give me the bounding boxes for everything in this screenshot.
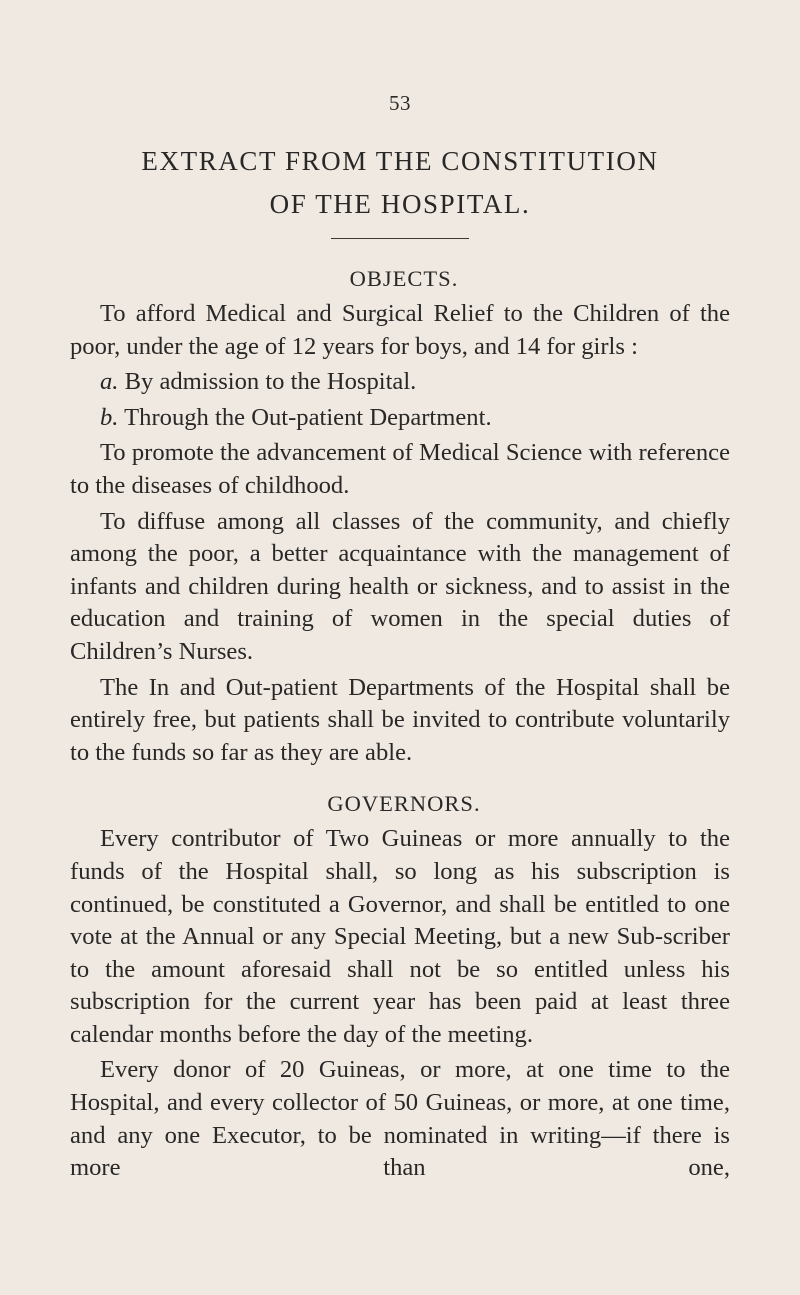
document-body: [70, 262, 730, 1185]
objects-promote-paragraph: To promote the advancement of Medical Science with reference to the diseases of childhood.: [70, 439, 730, 499]
objects-item-b: [70, 402, 730, 435]
objects-diffuse-paragraph: To diffuse among all classes of the community, and chiefly among the poor, a better acquaintance with the management of infants and children during health or sickness, and to assist in the education and training of women in the special duties of Children’s Nurses.: [70, 507, 730, 665]
divider-rule: [331, 238, 469, 239]
governors-heading: GOVERNORS.: [327, 791, 481, 817]
governors-contributor-paragraph: Every contributor of Two Guineas or more annually to the funds of the Hospital shall, so long as his subscription is continued, be constituted a Governor, and shall be entitled to one vote at the Annual or any Special Meeting, but a new Sub-scriber to the amount aforesaid shall not be so entitled unless his subscription for the current year has been paid at least three calendar months before the day of the meeting.: [70, 825, 730, 1048]
objects-item-a: [70, 366, 730, 399]
page-title: [60, 140, 740, 226]
page-number: 53: [389, 91, 411, 115]
title-line-2: OF THE HOSPITAL.: [269, 189, 531, 219]
title-line-1: EXTRACT FROM THE CONSTITUTION: [141, 146, 659, 176]
governors-donor-paragraph: Every donor of 20 Guineas, or more, at one time to the Hospital, and every collector of 50 Guineas, or more, at one time, and any one Executor, to be nominated in writing—if there is more than one,: [70, 1056, 730, 1182]
item-text: Through the Out-patient Department.: [118, 403, 492, 431]
item-letter: a.: [100, 368, 119, 396]
objects-free-paragraph: The In and Out-patient Departments of the Hospital shall be entirely free, but patients shall be invited to contribute voluntarily to the funds so far as they are able.: [70, 673, 730, 766]
objects-heading: OBJECTS.: [349, 266, 459, 291]
item-letter: b.: [100, 403, 119, 431]
item-text: By admission to the Hospital.: [118, 368, 417, 396]
objects-intro-paragraph: To afford Medical and Surgical Relief to the Children of the poor, under the age of 12 years for boys, and 14 for girls :: [70, 300, 730, 360]
